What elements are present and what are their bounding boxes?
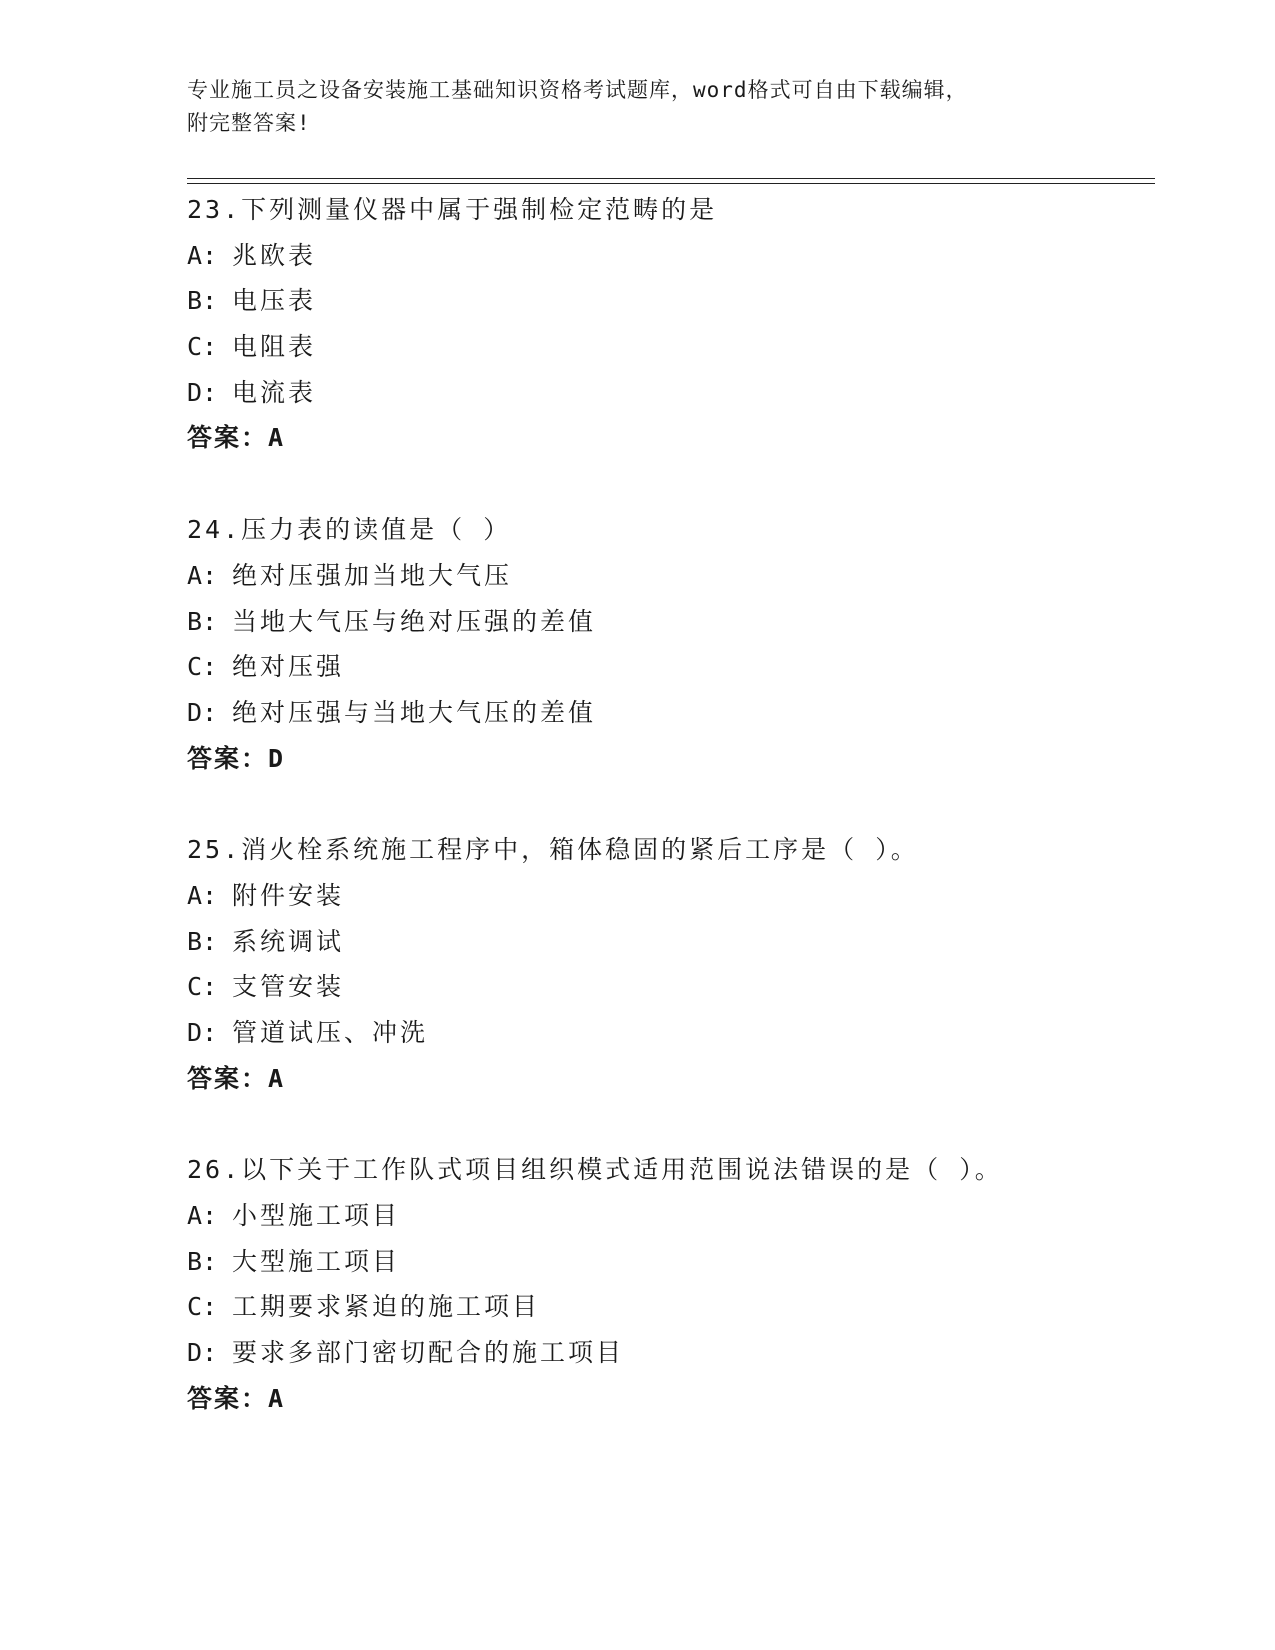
option-text: 兆欧表 — [232, 240, 317, 270]
option-a — [187, 873, 1155, 919]
option-d — [187, 370, 1155, 416]
option-d — [187, 690, 1155, 736]
option-label: C: — [187, 972, 218, 1002]
option-label: B: — [187, 606, 218, 636]
option-d — [187, 1330, 1155, 1376]
question-item — [187, 187, 1155, 461]
question-stem: 26.以下关于工作队式项目组织模式适用范围说法错误的是（ ）。 — [187, 1155, 1003, 1185]
option-c — [187, 644, 1155, 690]
option-text: 大型施工项目 — [232, 1246, 401, 1276]
option-c — [187, 324, 1155, 370]
option-a — [187, 233, 1155, 279]
option-text: 要求多部门密切配合的施工项目 — [232, 1338, 625, 1368]
option-label: C: — [187, 1292, 218, 1322]
option-label: C: — [187, 652, 218, 682]
option-label: D: — [187, 1018, 218, 1047]
option-b — [187, 278, 1155, 324]
question-item — [187, 507, 1155, 781]
option-label: D: — [187, 377, 218, 407]
document-header — [187, 74, 1067, 140]
option-c — [187, 1284, 1155, 1330]
option-c — [187, 964, 1155, 1010]
question-item — [187, 827, 1155, 1101]
option-text: 支管安装 — [232, 972, 345, 1002]
option-text: 绝对压强加当地大气压 — [232, 560, 513, 590]
option-text: 小型施工项目 — [232, 1201, 401, 1231]
option-label: B: — [187, 1246, 218, 1276]
option-label: A: — [187, 560, 218, 590]
answer-line: 答案：A — [187, 1063, 286, 1093]
option-label: B: — [187, 926, 218, 956]
option-text: 附件安装 — [232, 880, 345, 910]
option-text: 电流表 — [232, 377, 317, 407]
question-stem: 24.压力表的读值是（ ） — [187, 515, 512, 545]
option-text: 绝对压强 — [232, 652, 345, 682]
header-line-1: 专业施工员之设备安装施工基础知识资格考试题库，word格式可自由下载编辑， — [187, 78, 968, 102]
header-divider-bottom — [187, 183, 1155, 184]
option-text: 电阻表 — [232, 332, 317, 362]
question-list — [187, 187, 1155, 1468]
question-stem: 25.消火栓系统施工程序中，箱体稳固的紧后工序是（ ）。 — [187, 835, 919, 865]
answer-line: 答案：A — [187, 1383, 286, 1413]
option-d — [187, 1010, 1155, 1056]
question-stem: 23.下列测量仪器中属于强制检定范畴的是 — [187, 195, 718, 224]
option-text: 系统调试 — [232, 926, 345, 956]
option-label: D: — [187, 697, 218, 727]
question-item — [187, 1147, 1155, 1421]
option-b — [187, 599, 1155, 645]
option-a — [187, 553, 1155, 599]
option-text: 电压表 — [232, 286, 317, 316]
option-text: 当地大气压与绝对压强的差值 — [232, 606, 597, 636]
option-b — [187, 919, 1155, 965]
header-line-2: 附完整答案! — [187, 111, 311, 135]
option-b — [187, 1239, 1155, 1285]
answer-line: 答案：A — [187, 423, 286, 453]
answer-line: 答案：D — [187, 743, 286, 773]
option-text: 管道试压、冲洗 — [232, 1018, 429, 1047]
option-label: C: — [187, 332, 218, 362]
option-label: A: — [187, 880, 218, 910]
header-divider-top — [187, 178, 1155, 179]
option-a — [187, 1193, 1155, 1239]
option-label: B: — [187, 286, 218, 316]
option-label: A: — [187, 1201, 218, 1231]
option-text: 工期要求紧迫的施工项目 — [232, 1292, 541, 1322]
option-label: A: — [187, 240, 218, 270]
option-text: 绝对压强与当地大气压的差值 — [232, 697, 597, 727]
option-label: D: — [187, 1338, 218, 1368]
